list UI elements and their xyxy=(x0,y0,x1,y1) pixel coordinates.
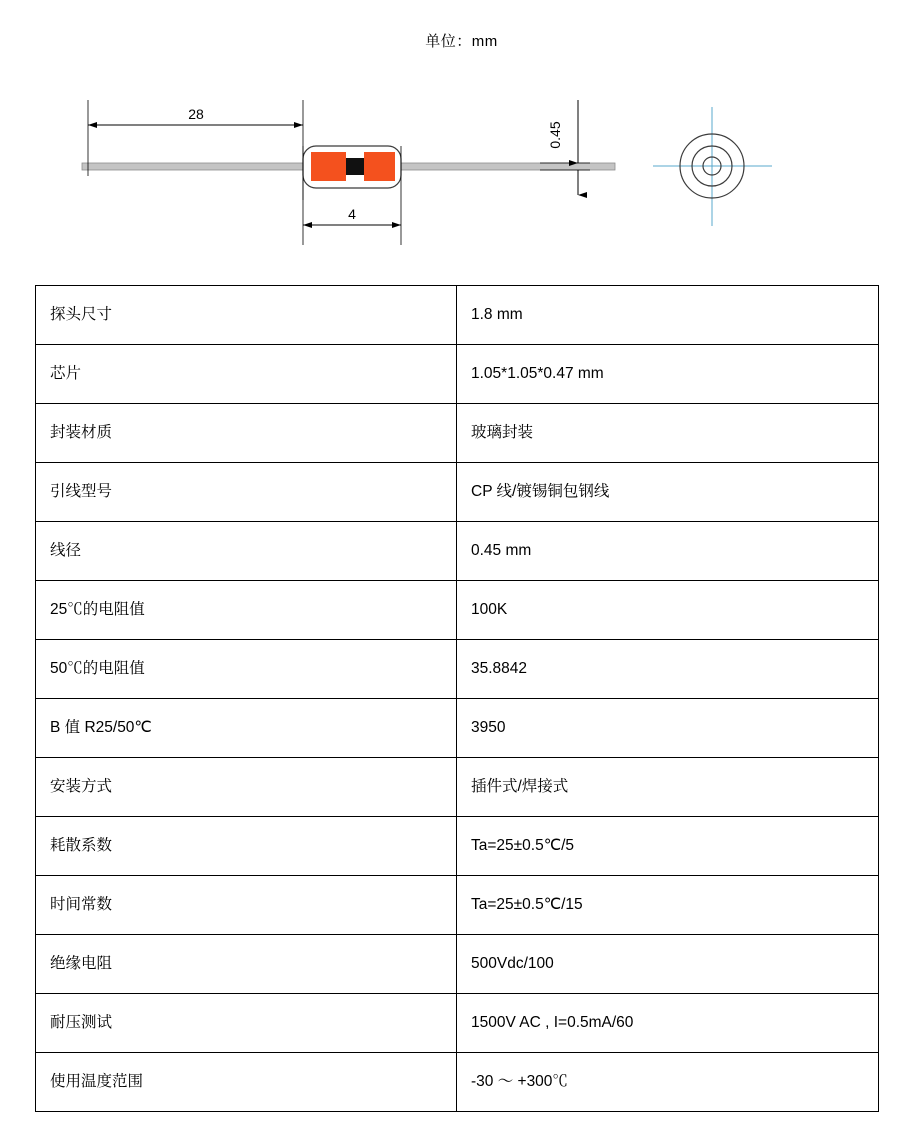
spec-value: 玻璃封装 xyxy=(457,404,879,463)
table-body xyxy=(36,286,879,1112)
spec-label: B 值 R25/50℃ xyxy=(36,699,457,758)
spec-value: 100K xyxy=(457,581,879,640)
spec-label: 耐压测试 xyxy=(36,994,457,1053)
spec-value: 35.8842 xyxy=(457,640,879,699)
spec-value: 1.8 mm xyxy=(457,286,879,345)
spec-value: 0.45 mm xyxy=(457,522,879,581)
spec-label: 芯片 xyxy=(36,345,457,404)
spec-value: Ta=25±0.5℃/15 xyxy=(457,876,879,935)
spec-label: 25℃的电阻值 xyxy=(36,581,457,640)
spec-value: Ta=25±0.5℃/5 xyxy=(457,817,879,876)
table-row xyxy=(36,640,879,699)
spec-label: 探头尺寸 xyxy=(36,286,457,345)
spec-label: 绝缘电阻 xyxy=(36,935,457,994)
dimension-length-28 xyxy=(88,100,303,200)
table-row xyxy=(36,522,879,581)
spec-value: -30 ～ +300℃ xyxy=(457,1053,879,1112)
unit-caption: 单位：mm xyxy=(425,33,498,50)
table-row xyxy=(36,699,879,758)
table-row xyxy=(36,286,879,345)
table-row xyxy=(36,1053,879,1112)
spec-label: 耗散系数 xyxy=(36,817,457,876)
spec-value: 500Vdc/100 xyxy=(457,935,879,994)
spec-value: 插件式/焊接式 xyxy=(457,758,879,817)
spec-label: 时间常数 xyxy=(36,876,457,935)
spec-value: 3950 xyxy=(457,699,879,758)
component-drawing xyxy=(0,80,923,260)
table-row xyxy=(36,404,879,463)
spec-label: 50℃的电阻值 xyxy=(36,640,457,699)
table-row xyxy=(36,994,879,1053)
table-row xyxy=(36,345,879,404)
spec-label: 安装方式 xyxy=(36,758,457,817)
dim-label-28: 28 xyxy=(188,106,204,122)
spec-value: 1500V AC , I=0.5mA/60 xyxy=(457,994,879,1053)
table-row xyxy=(36,876,879,935)
spec-value: CP 线/镀锡铜包钢线 xyxy=(457,463,879,522)
spec-label: 使用温度范围 xyxy=(36,1053,457,1112)
table-row xyxy=(36,581,879,640)
spec-label: 引线型号 xyxy=(36,463,457,522)
spec-label: 线径 xyxy=(36,522,457,581)
dimension-wire-0_45 xyxy=(540,100,590,195)
table-row xyxy=(36,758,879,817)
dim-label-4: 4 xyxy=(348,206,356,222)
glass-body xyxy=(303,146,401,188)
dim-label-0-45: 0.45 xyxy=(547,121,563,149)
table-row xyxy=(36,463,879,522)
spec-label: 封装材质 xyxy=(36,404,457,463)
table-row xyxy=(36,817,879,876)
cross-section-view xyxy=(653,107,772,226)
table-row xyxy=(36,935,879,994)
specification-table xyxy=(35,285,879,1112)
spec-value: 1.05*1.05*0.47 mm xyxy=(457,345,879,404)
